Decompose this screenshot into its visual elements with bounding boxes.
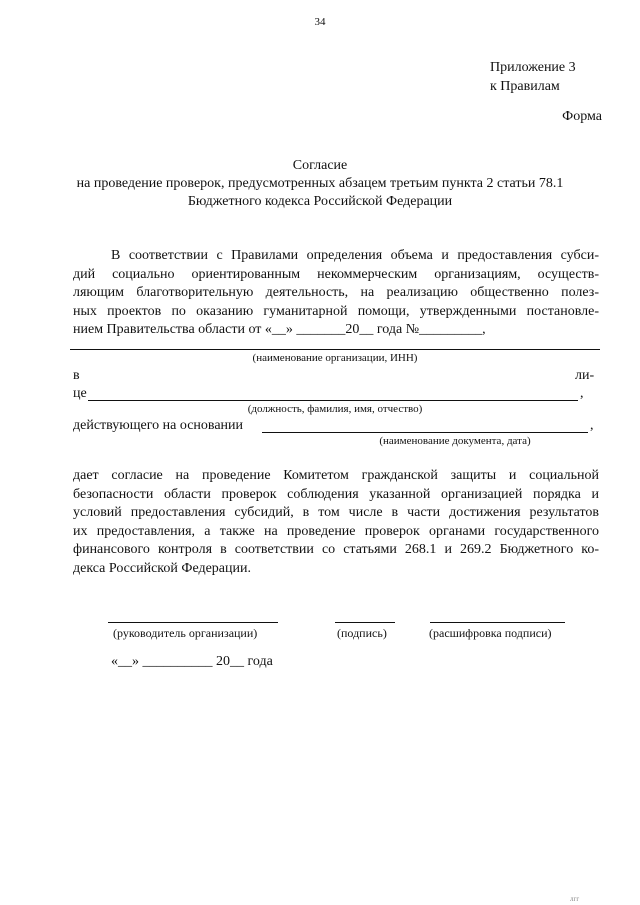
decoding-signature-line[interactable] bbox=[430, 622, 565, 623]
title-line-2: на проведение проверок, предусмотренных абзацем третьим пункта 2 статьи 78.1 bbox=[76, 176, 564, 191]
signature-caption: (подпись) bbox=[337, 626, 387, 640]
title-line-1: Согласие bbox=[292, 158, 348, 173]
page-number: 34 bbox=[314, 16, 326, 28]
basis-prefix: действующего на основании bbox=[73, 418, 244, 433]
intro-line-1: В соответствии с Правилами определения объема и предоставления субси- bbox=[111, 248, 599, 263]
intro-line-2: дий социально ориентированным некоммерческим организациям, осуществ- bbox=[73, 266, 599, 282]
basis-suffix: , bbox=[590, 418, 594, 433]
in-label: в bbox=[73, 368, 80, 383]
intro-line-5: нием Правительства области от «__» _______20__ года №_________, bbox=[73, 322, 486, 338]
consent-line-2: безопасности области проверок соблюдения указанной организацией порядка и bbox=[73, 486, 599, 502]
person-suffix: , bbox=[580, 386, 584, 401]
appendix-line-2: к Правилам bbox=[490, 79, 560, 94]
organization-field-line[interactable] bbox=[70, 349, 600, 350]
intro-line-4: ных проектов по оказанию гуманитарной помощи, утвержденными постановле- bbox=[73, 303, 599, 319]
title-line-3: Бюджетного кодекса Российской Федерации bbox=[187, 194, 453, 209]
organization-caption: (наименование организации, ИНН) bbox=[252, 352, 418, 364]
date-line: «__» __________ 20__ года bbox=[111, 654, 273, 669]
in-label-right: ли- bbox=[575, 368, 595, 383]
signature-line[interactable] bbox=[335, 622, 395, 623]
consent-line-3: условий предоставления субсидий, в том числе в части достижения результатов bbox=[73, 505, 599, 521]
person-prefix: це bbox=[73, 386, 87, 401]
form-label: Форма bbox=[562, 109, 602, 124]
document-title bbox=[30, 157, 610, 211]
consent-line-6: декса Российской Федерации. bbox=[73, 560, 252, 576]
person-field-line[interactable] bbox=[88, 400, 578, 401]
basis-caption: (наименование документа, дата) bbox=[379, 435, 531, 447]
decoding-caption: (расшифровка подписи) bbox=[429, 626, 552, 640]
intro-line-3: ляющим благотворительную деятельность, на реализацию общественно полез- bbox=[73, 285, 599, 301]
person-caption: (должность, фамилия, имя, отчество) bbox=[247, 403, 423, 415]
head-signature-line[interactable] bbox=[108, 622, 278, 623]
appendix-line-1: Приложение 3 bbox=[490, 60, 576, 75]
consent-line-1: дает согласие на проведение Комитетом гражданской защиты и социальной bbox=[73, 468, 599, 483]
head-caption: (руководитель организации) bbox=[113, 626, 258, 640]
consent-line-4: их предоставления, а также на проведение проверок органами государственного bbox=[73, 523, 599, 539]
corner-mark: лгг bbox=[570, 895, 580, 903]
consent-line-5: финансового контроля в соответствии со статьями 268.1 и 269.2 Бюджетного ко- bbox=[73, 542, 599, 558]
consent-paragraph bbox=[73, 467, 599, 579]
basis-field-line[interactable] bbox=[262, 432, 588, 433]
intro-paragraph bbox=[73, 247, 599, 340]
